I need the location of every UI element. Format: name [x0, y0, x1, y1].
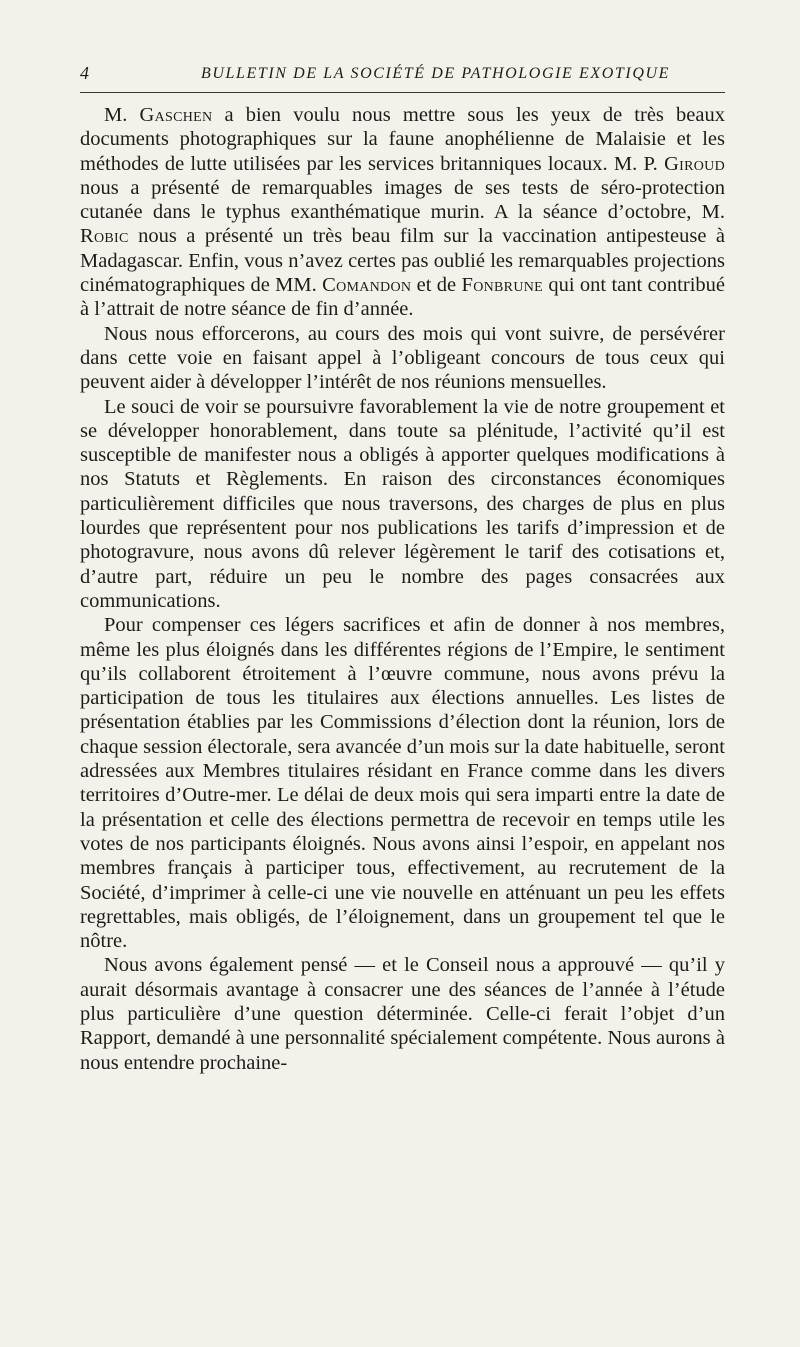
- text-run: M.: [104, 104, 140, 126]
- paragraph: [80, 322, 725, 395]
- paragraph: [80, 103, 725, 322]
- page-header: [80, 62, 725, 90]
- body-text: [80, 103, 725, 1075]
- text-run: et de: [411, 274, 462, 297]
- author-name: Comandon: [322, 274, 412, 297]
- author-name: Gaschen: [139, 104, 213, 126]
- text-run: a bien voulu nous mettre sous les yeux de très beaux documents photographiques sur la faune anophélienne de Malaisie et les méthodes de lutte utilisées par les services britanniques locaux. M. P.: [80, 104, 725, 175]
- text-run: Le souci de voir se poursuivre favorablement la vie de notre groupement et se développer honorablement, dans toute sa plénitude, l’activité qu’il est susceptible de manifester nous a obligés à apporter quelques modifications à nos Statuts et Règlements. En raison des circonstances économiques particulièrement difficiles que nous traversons, des charges de plus en plus lourdes que représentent pour nos publications les tarifs d’impression et de photogravure, nous avons dû relever légèrement le tarif des cotisations et, d’autre part, réduire un peu le nombre des pages consacrées aux communications.: [80, 395, 725, 612]
- text-run: Nous nous efforcerons, au cours des mois qui vont suivre, de persévérer dans cette voie en faisant appel à l’obligeant concours de tous ceux qui peuvent aider à développer l’intérêt de nos réunions mensuelles.: [80, 322, 725, 394]
- author-name: Fonbrune: [461, 274, 543, 297]
- paragraph: [80, 613, 725, 953]
- paragraph: [80, 395, 725, 614]
- page-number: 4: [80, 63, 89, 83]
- text-run: nous a présenté de remarquables images de ses tests de séro-protection cutanée dans le typhus exanthématique murin. A la séance d’octobre, M.: [80, 176, 725, 224]
- text-run: Nous avons également pensé — et le Conseil nous a approuvé — qu’il y aurait désormais avantage à consacrer une des séances de l’année à l’étude plus particulière d’une question déterminée. Celle-ci ferait l’objet d’un Rapport, demandé à une personnalité spécialement compétente. Nous aurons à nous entendre prochaine-: [80, 954, 725, 1074]
- text-run: qui ont tant contribué à l’attrait de notre séance de fin d’année.: [80, 274, 725, 321]
- text-run: Pour compenser ces légers sacrifices et afin de donner à nos membres, même les plus éloignés dans les différentes régions de l’Empire, le sentiment qu’ils collaborent étroitement à l’œuvre commune, nous avons prévu la participation de tous les titulaires aux élections annuelles. Les listes de présentation établies par les Commissions d’élection dont la réunion, lors de chaque session électorale, sera avancée d’un mois sur la date habituelle, seront adressées aux Membres titulaires résidant en France comme dans les divers territoires d’Outre-mer. Le délai de deux mois qui sera imparti entre la date de la présentation et celle des élections permettra de recevoir en temps utile les votes de nos participants éloignés. Nous avons ainsi l’espoir, en appelant nos membres français à participer tous, effectivement, au recrutement de la Société, d’imprimer à celle-ci une vie nouvelle en atténuant un peu les effets regrettables, mais obligés, de l’éloignement, dans un groupement tel que le nôtre.: [80, 614, 725, 953]
- header-rule: [80, 92, 725, 93]
- paragraph: [80, 953, 725, 1074]
- text-run: nous a présenté un très beau film sur la vaccination antipesteuse à Madagascar. Enfin, vous n’avez certes pas oublié les remarquables projections cinématographiques de MM.: [80, 225, 725, 297]
- author-name: Robic: [80, 225, 129, 248]
- running-head: BULLETIN DE LA SOCIÉTÉ DE PATHOLOGIE EXOTIQUE: [200, 65, 671, 82]
- author-name: Giroud: [664, 152, 725, 175]
